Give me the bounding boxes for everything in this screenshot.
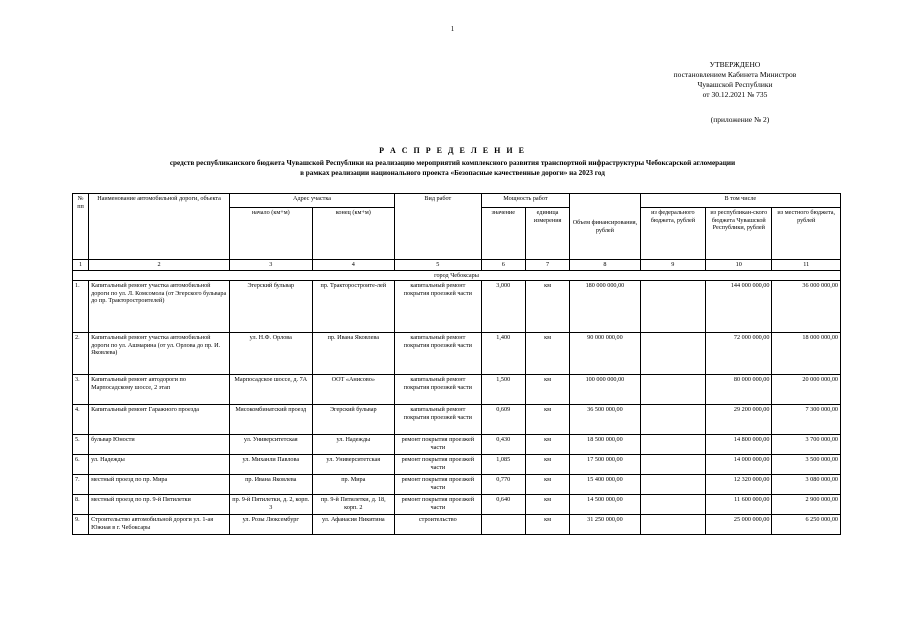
road-name: местный проезд по пр. 9-й Пятилетки	[89, 495, 230, 515]
column-index: 4	[312, 260, 395, 271]
local-budget: 3 500 000,00	[772, 455, 841, 475]
table-row	[73, 435, 841, 455]
capacity-value: 1,400	[481, 333, 525, 375]
address-start: ул. Н.Ф. Орлова	[230, 333, 313, 375]
republic-budget: 11 600 000,00	[706, 495, 772, 515]
row-number: 8.	[73, 495, 89, 515]
column-index: 7	[525, 260, 569, 271]
local-budget: 7 300 000,00	[772, 405, 841, 435]
road-name: Строительство автомобильной дороги ул. 1-ая Южная в г. Чебоксары	[89, 515, 230, 535]
approval-line: УТВЕРЖДЕНО	[709, 60, 761, 69]
approval-line: от 30.12.2021 № 735	[702, 90, 768, 99]
capacity-unit: км	[525, 375, 569, 405]
header-start: начало (км+м)	[230, 208, 313, 260]
address-start: пр. 9-й Пятилетки, д. 2, корп. 3	[230, 495, 313, 515]
document-subtitle	[70, 158, 835, 178]
header-capacity: Мощность работ	[481, 194, 570, 208]
capacity-value: 0,770	[481, 475, 525, 495]
address-end: Эгерский бульвар	[312, 405, 395, 435]
header-local: из местного бюджета, рублей	[772, 208, 841, 260]
road-name: Капитальный ремонт автодороги по Марпосадскому шоссе, 2 этап	[89, 375, 230, 405]
column-index: 10	[706, 260, 772, 271]
capacity-unit: км	[525, 435, 569, 455]
column-index: 2	[89, 260, 230, 271]
document-title: Р А С П Р Е Д Е Л Е Н И Е	[379, 146, 526, 155]
federal-budget	[640, 333, 705, 375]
column-index: 6	[481, 260, 525, 271]
work-type: ремонт покрытия проезжей части	[395, 495, 482, 515]
row-number: 6.	[73, 455, 89, 475]
work-type: капитальный ремонт покрытия проезжей части	[395, 375, 482, 405]
financing-volume: 18 500 000,00	[570, 435, 640, 455]
approval-line: постановлением Кабинета Министров	[673, 70, 797, 79]
road-name: Капитальный ремонт Гаражного проезда	[89, 405, 230, 435]
capacity-value: 1,085	[481, 455, 525, 475]
row-number: 3.	[73, 375, 89, 405]
city-section-header: город Чебоксары	[73, 270, 841, 281]
header-work: Вид работ	[395, 194, 482, 260]
table-row	[73, 405, 841, 435]
address-start: Эгерский бульвар	[230, 281, 313, 333]
column-index: 5	[395, 260, 482, 271]
financing-volume: 31 250 000,00	[570, 515, 640, 535]
header-num: № пп	[73, 194, 89, 260]
financing-volume: 100 000 000,00	[570, 375, 640, 405]
work-type: строительство	[395, 515, 482, 535]
address-end: ул. Афанасия Никитина	[312, 515, 395, 535]
table-row	[73, 495, 841, 515]
column-index: 8	[570, 260, 640, 271]
row-number: 1.	[73, 281, 89, 333]
address-start: Мясокомбинатский проезд	[230, 405, 313, 435]
local-budget: 20 000 000,00	[772, 375, 841, 405]
federal-budget	[640, 281, 705, 333]
financing-volume: 36 500 000,00	[570, 405, 640, 435]
table-row	[73, 475, 841, 495]
road-name: Капитальный ремонт участка автомобильной дороги по ул. Ашмарина (от ул. Орлова до пр. И. Яковлева)	[89, 333, 230, 375]
address-start: ул. Миханли Павлова	[230, 455, 313, 475]
capacity-value: 1,500	[481, 375, 525, 405]
distribution-table	[72, 193, 841, 535]
header-volume: Объем финансирования, рублей	[570, 194, 640, 260]
local-budget: 6 250 000,00	[772, 515, 841, 535]
column-index: 3	[230, 260, 313, 271]
capacity-value: 0,430	[481, 435, 525, 455]
capacity-unit: км	[525, 333, 569, 375]
address-start: ул. Розы Люксембург	[230, 515, 313, 535]
local-budget: 3 700 000,00	[772, 435, 841, 455]
capacity-unit: км	[525, 515, 569, 535]
row-number: 2.	[73, 333, 89, 375]
local-budget: 2 900 000,00	[772, 495, 841, 515]
capacity-value	[481, 515, 525, 535]
federal-budget	[640, 515, 705, 535]
subtitle-line: средств республиканского бюджета Чувашской Республики на реализацию мероприятий комплексного развития транспортной инфраструктуры Чебоксарской агломерации	[169, 159, 736, 167]
column-index: 11	[772, 260, 841, 271]
header-value: значение	[481, 208, 525, 260]
header-end: конец (км+м)	[312, 208, 395, 260]
federal-budget	[640, 375, 705, 405]
subtitle-line: в рамках реализации национального проекта «Безопасные качественные дороги» на 2023 год	[300, 169, 605, 177]
work-type: ремонт покрытия проезжей части	[395, 435, 482, 455]
capacity-unit: км	[525, 475, 569, 495]
approval-line: Чувашской Республики	[697, 80, 773, 89]
header-republic: из республикан-ского бюджета Чувашской Республики, рублей	[706, 208, 772, 260]
row-number: 5.	[73, 435, 89, 455]
work-type: капитальный ремонт покрытия проезжей части	[395, 281, 482, 333]
republic-budget: 14 000 000,00	[706, 455, 772, 475]
table-row	[73, 333, 841, 375]
table-row	[73, 455, 841, 475]
row-number: 9.	[73, 515, 89, 535]
local-budget: 36 000 000,00	[772, 281, 841, 333]
header-federal: из федерального бюджета, рублей	[640, 208, 705, 260]
capacity-unit: км	[525, 495, 569, 515]
capacity-value: 3,000	[481, 281, 525, 333]
federal-budget	[640, 455, 705, 475]
address-start: Марпосадское шоссе, д. 7А	[230, 375, 313, 405]
republic-budget: 29 200 000,00	[706, 405, 772, 435]
republic-budget: 80 000 000,00	[706, 375, 772, 405]
address-start: пр. Ивана Яковлева	[230, 475, 313, 495]
republic-budget: 144 000 000,00	[706, 281, 772, 333]
work-type: капитальный ремонт покрытия проезжей части	[395, 333, 482, 375]
federal-budget	[640, 475, 705, 495]
address-end: пр. Тракторостроите-лей	[312, 281, 395, 333]
republic-budget: 12 320 000,00	[706, 475, 772, 495]
republic-budget: 14 800 000,00	[706, 435, 772, 455]
work-type: капитальный ремонт покрытия проезжей части	[395, 405, 482, 435]
column-index: 1	[73, 260, 89, 271]
header-name: Наименование автомобильной дороги, объекта	[89, 194, 230, 260]
work-type: ремонт покрытия проезжей части	[395, 475, 482, 495]
table-row	[73, 375, 841, 405]
address-end: ООТ «Анисово»	[312, 375, 395, 405]
table-row	[73, 515, 841, 535]
republic-budget: 72 000 000,00	[706, 333, 772, 375]
road-name: Капитальный ремонт участка автомобильной дороги по ул. Л. Комсомола (от Эгерского бульвара до пр. Тракторостроителей)	[89, 281, 230, 333]
financing-volume: 14 500 000,00	[570, 495, 640, 515]
capacity-unit: км	[525, 405, 569, 435]
local-budget: 3 080 000,00	[772, 475, 841, 495]
address-start: ул. Университетская	[230, 435, 313, 455]
row-number: 4.	[73, 405, 89, 435]
capacity-value: 0,640	[481, 495, 525, 515]
federal-budget	[640, 405, 705, 435]
financing-volume: 90 000 000,00	[570, 333, 640, 375]
republic-budget: 25 000 000,00	[706, 515, 772, 535]
capacity-value: 0,609	[481, 405, 525, 435]
federal-budget	[640, 495, 705, 515]
capacity-unit: км	[525, 281, 569, 333]
header-unit: единица измерения	[525, 208, 569, 260]
page-number: 1	[450, 25, 455, 33]
address-end: ул. Университетская	[312, 455, 395, 475]
capacity-unit: км	[525, 455, 569, 475]
road-name: ул. Надежды	[89, 455, 230, 475]
table-row	[73, 281, 841, 333]
road-name: местный проезд по пр. Мира	[89, 475, 230, 495]
work-type: ремонт покрытия проезжей части	[395, 455, 482, 475]
address-end: ул. Надежды	[312, 435, 395, 455]
approval-stamp	[655, 60, 815, 100]
header-including: В том числе	[640, 194, 840, 208]
financing-volume: 15 400 000,00	[570, 475, 640, 495]
address-end: пр. 9-й Пятилетки, д. 18, корп. 2	[312, 495, 395, 515]
appendix-label: (приложение № 2)	[710, 115, 770, 124]
column-index: 9	[640, 260, 705, 271]
federal-budget	[640, 435, 705, 455]
row-number: 7.	[73, 475, 89, 495]
header-address: Адрес участка	[230, 194, 395, 208]
address-end: пр. Ивана Яковлева	[312, 333, 395, 375]
financing-volume: 17 500 000,00	[570, 455, 640, 475]
financing-volume: 180 000 000,00	[570, 281, 640, 333]
address-end: пр. Мира	[312, 475, 395, 495]
local-budget: 18 000 000,00	[772, 333, 841, 375]
road-name: бульвар Юности	[89, 435, 230, 455]
